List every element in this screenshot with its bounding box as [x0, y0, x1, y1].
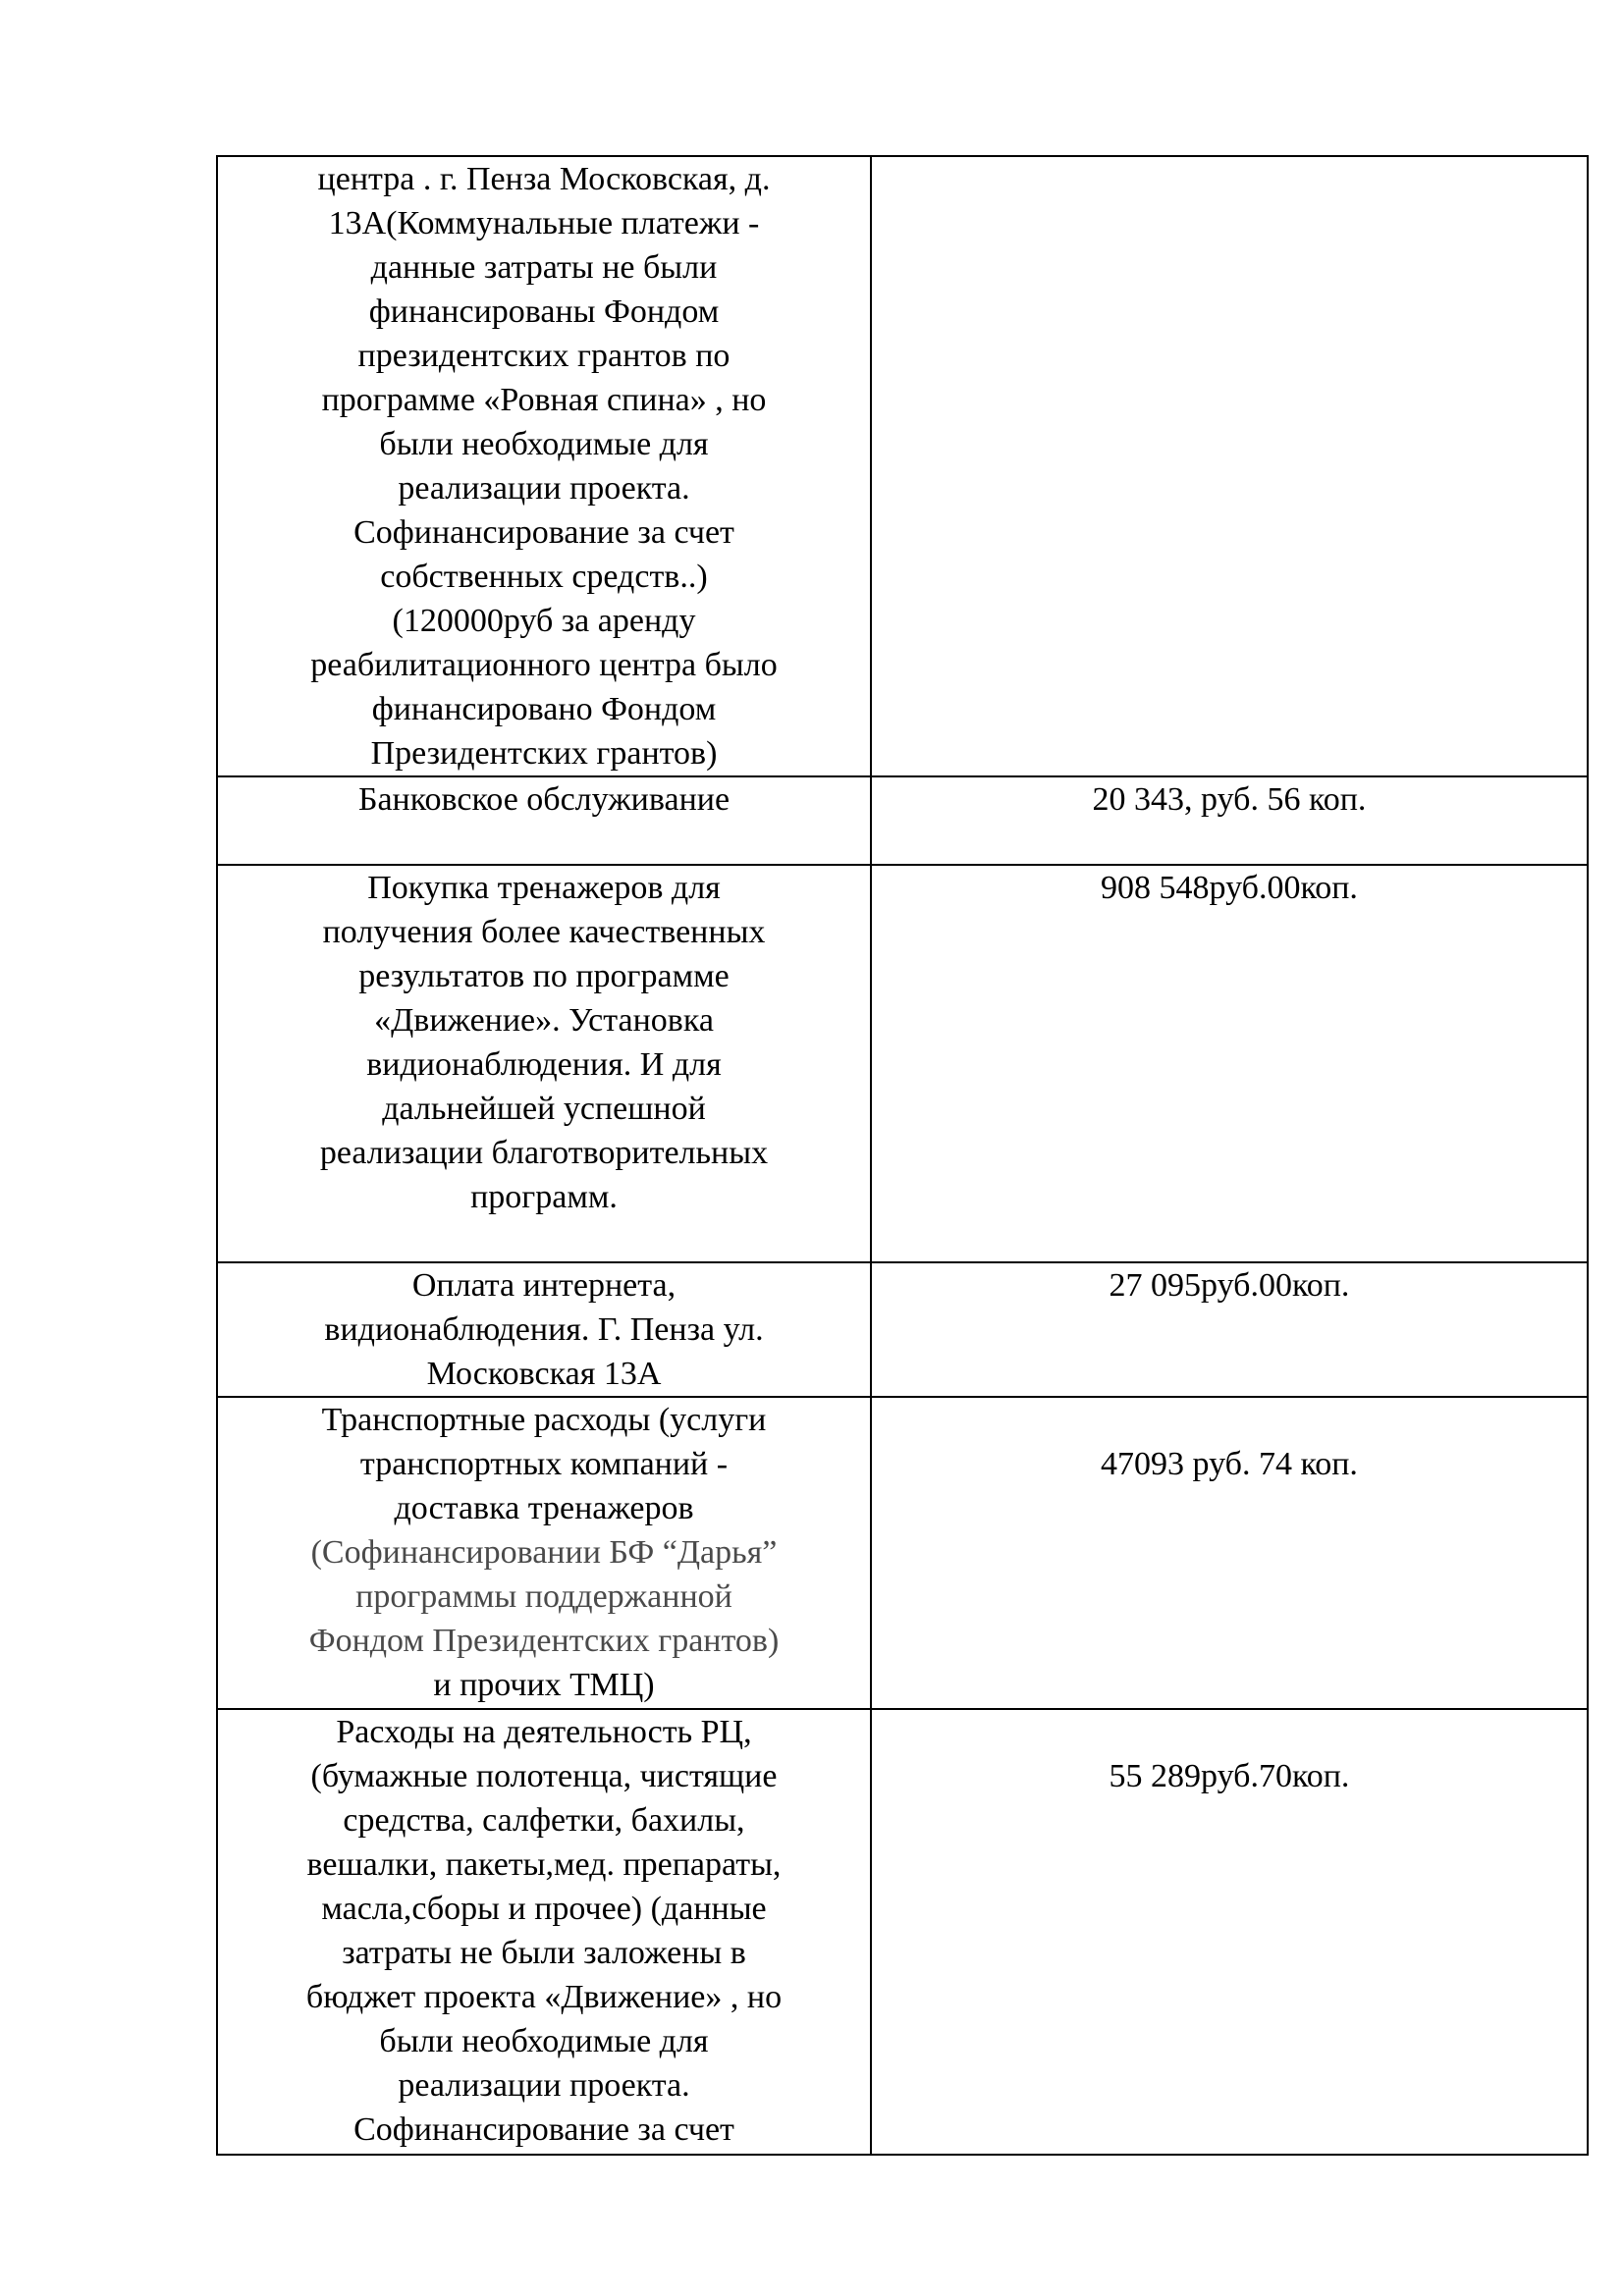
expense-description: Расходы на деятельность РЦ, (бумажные полотенца, чистящие средства, салфетки, бахилы, вешалки, пакеты,мед. препараты, масла,сборы и прочее) (данные затраты не были заложены в бюджет проекта «Движение» , но были необходимые для реализации проекта. Софинансирование за счет [217, 1709, 871, 2155]
table-row [217, 776, 1588, 865]
expense-description: Транспортные расходы (услуги транспортных компаний - доставка тренажеров (Софинансировании БФ “Дарья” программы поддержанной Фондом Президентских грантов) и прочих ТМЦ) [217, 1397, 871, 1709]
table-row [217, 1709, 1588, 2155]
table-row [217, 1262, 1588, 1397]
table-row [217, 1397, 1588, 1709]
expense-amount: 47093 руб. 74 коп. [871, 1397, 1588, 1709]
expense-description: Банковское обслуживание [217, 776, 871, 865]
expense-description: центра . г. Пенза Московская, д. 13А(Коммунальные платежи - данные затраты не были финансированы Фондом президентских грантов по программе «Ровная спина» , но были необходимые для реализации проекта. Софинансирование за счет собственных средств..) (120000руб за аренду реабилитационного центра было финансировано Фондом Президентских грантов) [217, 156, 871, 776]
expense-amount: 908 548руб.00коп. [871, 865, 1588, 1262]
expenses-table [216, 155, 1589, 2156]
expense-description: Оплата интернета, видионаблюдения. Г. Пенза ул. Московская 13А [217, 1262, 871, 1397]
table-row [217, 156, 1588, 776]
expense-amount: 20 343, руб. 56 коп. [871, 776, 1588, 865]
table-row [217, 865, 1588, 1262]
expense-amount: 27 095руб.00коп. [871, 1262, 1588, 1397]
expense-description: Покупка тренажеров для получения более качественных результатов по программе «Движение». Установка видионаблюдения. И для дальнейшей успешной реализации благотворительных программ. [217, 865, 871, 1262]
expense-amount: 55 289руб.70коп. [871, 1709, 1588, 2155]
expense-amount [871, 156, 1588, 776]
